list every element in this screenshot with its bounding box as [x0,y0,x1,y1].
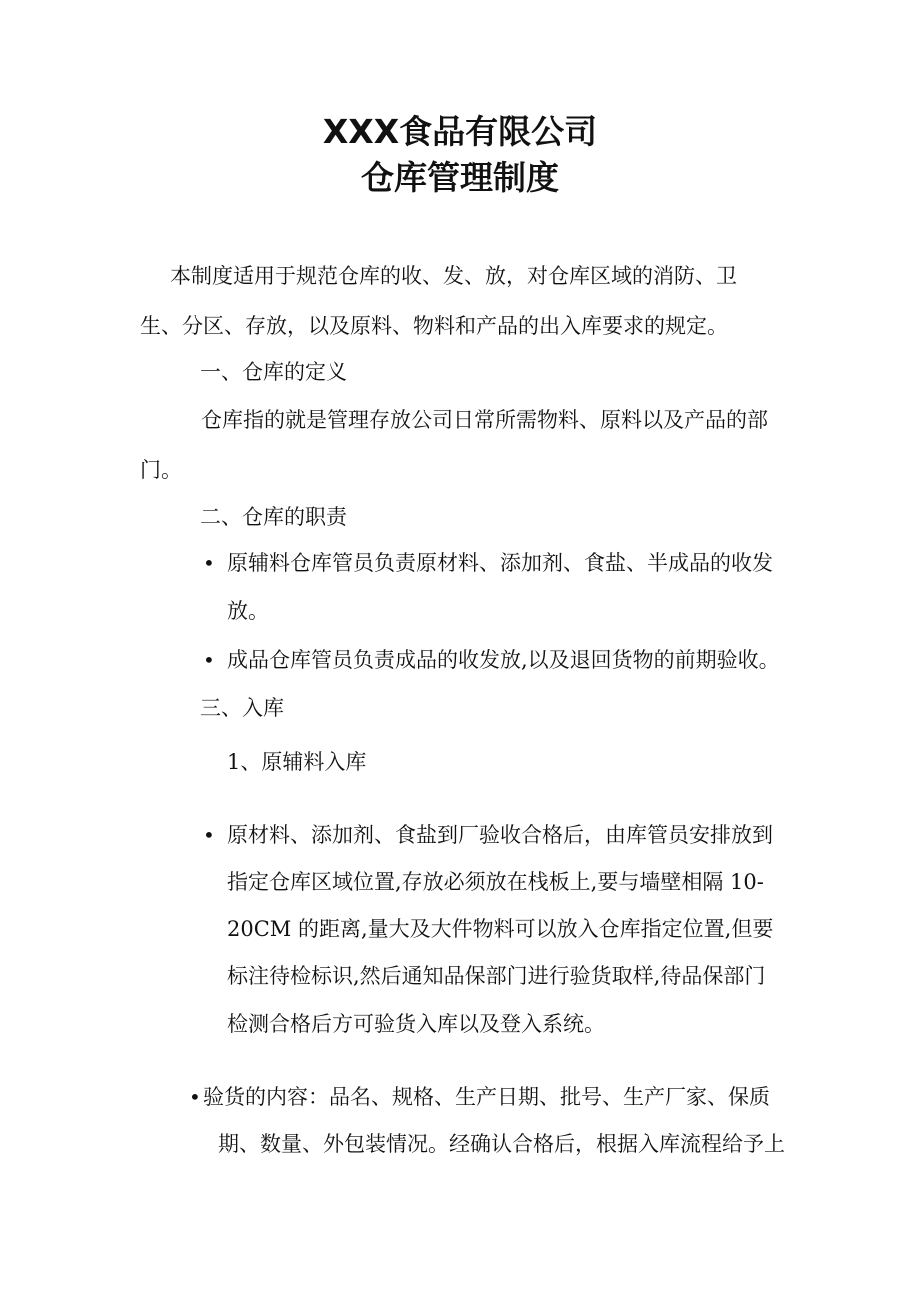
company-title: XXX食品有限公司 [322,112,598,151]
document-title: 仓库管理制度 [361,158,559,197]
section-2-bullet-1-line-1: 原辅料仓库管员负责原材料、添加剂、食盐、半成品的收发 [227,551,773,575]
bullet-marker: • [189,1085,201,1109]
intro-line-1: 本制度适用于规范仓库的收、发、放，对仓库区域的消防、卫 [170,264,737,288]
section-3-subheading: 1、原辅料入库 [227,750,367,774]
section-3-bullet-2-line-2: 期、数量、外包装情况。经确认合格后，根据入库流程给予上 [218,1132,785,1156]
section-3-bullet-1-line-4: 标注待检标识,然后通知品保部门进行验货取样,待品保部门 [227,964,766,988]
section-1-line-1: 仓库指的就是管理存放公司日常所需物料、原料以及产品的部 [201,408,768,432]
section-3-heading: 三、入库 [200,696,284,720]
section-1-heading: 一、仓库的定义 [200,360,347,384]
bullet-marker: • [203,551,215,575]
intro-line-2: 生、分区、存放，以及原料、物料和产品的出入库要求的规定。 [140,314,728,338]
bullet-marker: • [203,823,215,847]
section-1-line-2: 门。 [140,458,182,482]
section-3-bullet-1-line-2: 指定仓库区域位置,存放必须放在栈板上,要与墙壁相隔 10- [227,870,764,894]
section-2-bullet-1-line-2: 放。 [227,599,269,623]
section-3-bullet-1-line-3: 20CM 的距离,量大及大件物料可以放入仓库指定位置,但要 [227,917,774,941]
section-3-bullet-1-line-5: 检测合格后方可验货入库以及登入系统。 [227,1012,605,1036]
section-3-bullet-1-line-1: 原材料、添加剂、食盐到厂验收合格后，由库管员安排放到 [227,823,773,847]
section-2-bullet-2: 成品仓库管员负责成品的收发放,以及退回货物的前期验收。 [227,648,780,672]
section-3-bullet-2-line-1: 验货的内容：品名、规格、生产日期、批号、生产厂家、保质 [203,1085,770,1109]
section-2-heading: 二、仓库的职责 [200,505,347,529]
bullet-marker: • [203,648,215,672]
